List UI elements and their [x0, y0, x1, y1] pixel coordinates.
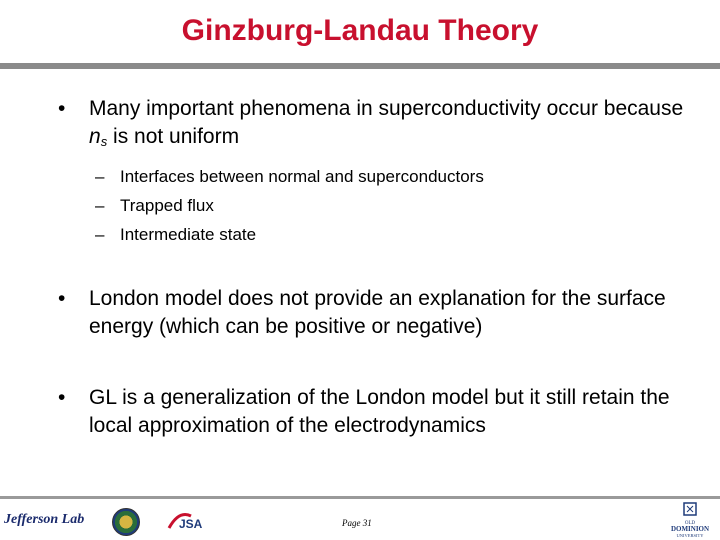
title-divider [0, 63, 720, 69]
footer-divider [0, 496, 720, 499]
subitem: – Interfaces between normal and superconductors [95, 167, 484, 186]
svg-text:OLD: OLD [684, 521, 696, 526]
bullet-dot: • [58, 97, 66, 120]
odu-logo [664, 502, 716, 538]
bullet-2 [58, 285, 698, 341]
bullet-dot: • [58, 386, 66, 409]
subitem: – Intermediate state [95, 225, 257, 244]
bullet-1-subitems [58, 162, 698, 249]
ns-subscript: s [100, 134, 108, 149]
subitem: – Trapped flux [95, 196, 214, 215]
svg-text:DOMINION: DOMINION [670, 525, 710, 533]
bullet-3 [58, 384, 698, 440]
bullet-1-text-pre: Many important phenomena in superconductivity occur because [89, 97, 684, 120]
bullet-3-text: GL is a generalization of the London model but it still retain the local approximation of the electrodynamics [89, 386, 670, 437]
bullet-1-text-post: is not uniform [107, 125, 240, 148]
jsa-logo [165, 508, 211, 534]
jsa-logo-text: JSA [179, 517, 203, 531]
page-number: Page 31 [342, 518, 372, 528]
slide-body [58, 95, 698, 440]
slide-title: Ginzburg-Landau Theory [181, 14, 539, 47]
jefferson-lab-logo: Jefferson Lab [4, 512, 85, 527]
subitem-text: Intermediate state [120, 225, 257, 244]
subitem-text: Trapped flux [120, 196, 214, 215]
bullet-2-text: London model does not provide an explanation for the surface energy (which can be positive or negative) [89, 287, 666, 338]
ns-variable: n [89, 125, 101, 148]
subitem-text: Interfaces between normal and superconductors [120, 167, 484, 186]
svg-text:UNIVERSITY: UNIVERSITY [676, 533, 704, 538]
bullet-1 [58, 95, 698, 156]
doe-seal-icon [112, 508, 140, 536]
bullet-dot: • [58, 287, 66, 310]
